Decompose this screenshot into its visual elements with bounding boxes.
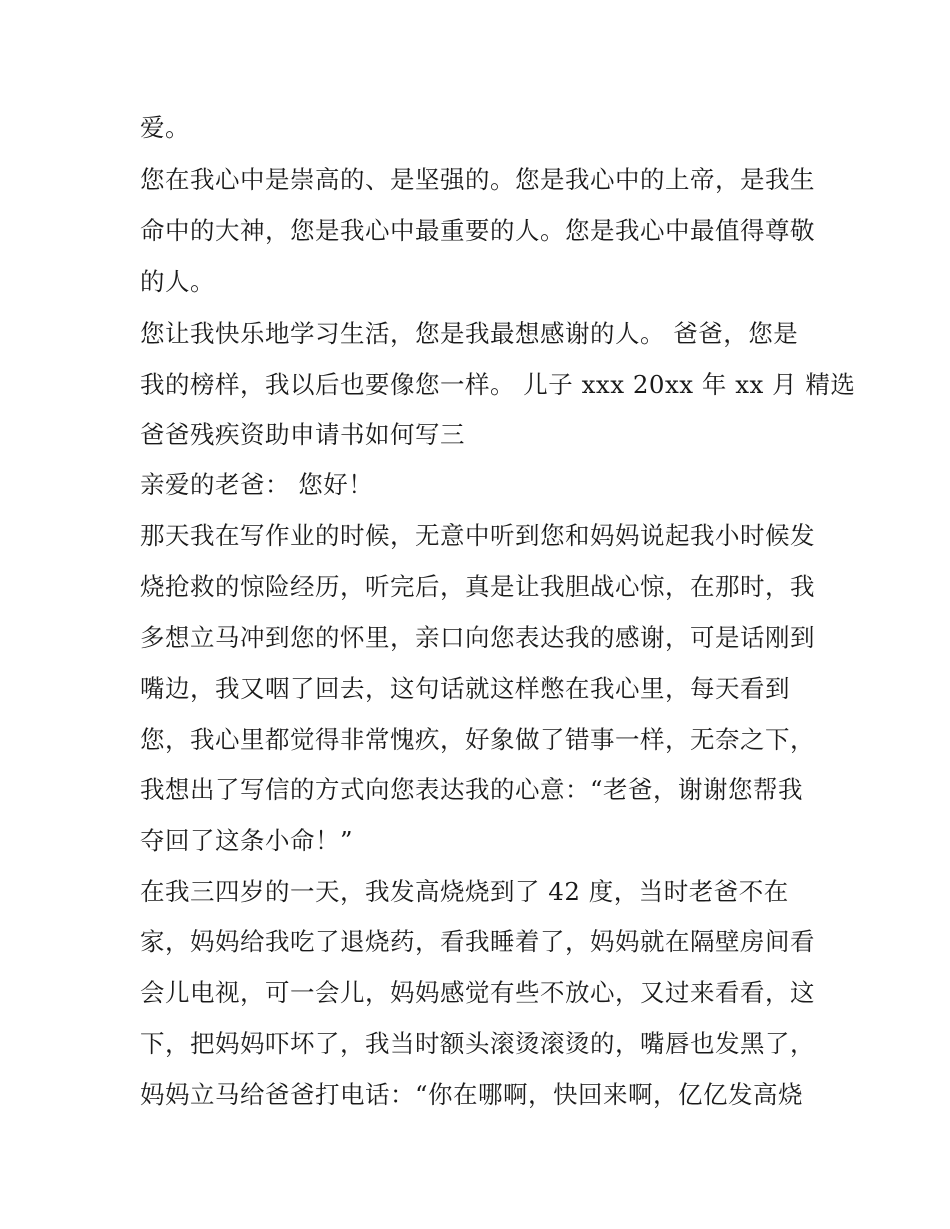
text-line: 多想立马冲到您的怀里，亲口向您表达我的感谢，可是话刚到 bbox=[140, 623, 815, 652]
text-line: 我想出了写信的方式向您表达我的心意：“老爸，谢谢您帮我 bbox=[140, 775, 804, 804]
text-line: 您让我快乐地学习生活，您是我最想感谢的人。 爸爸，您是 bbox=[140, 319, 799, 348]
text-line: 下，把妈妈吓坏了，我当时额头滚烫滚烫的，嘴唇也发黑了， bbox=[140, 1029, 815, 1058]
text-line: 我的榜样，我以后也要像您一样。 儿子 xxx 20xx 年 xx 月 精选 bbox=[140, 370, 856, 399]
text-line: 在我三四岁的一天，我发高烧烧到了 42 度，当时老爸不在 bbox=[140, 877, 789, 906]
text-line: 的人。 bbox=[140, 267, 215, 296]
text-line: 您，我心里都觉得非常愧疚，好象做了错事一样，无奈之下， bbox=[140, 725, 815, 754]
text-line: 那天我在写作业的时候，无意中听到您和妈妈说起我小时候发 bbox=[140, 521, 815, 550]
text-line: 烧抢救的惊险经历，听完后，真是让我胆战心惊，在那时，我 bbox=[140, 572, 815, 601]
text-line: 您在我心中是崇高的、是坚强的。您是我心中的上帝，是我生 bbox=[140, 165, 815, 194]
text-line: 命中的大神，您是我心中最重要的人。您是我心中最值得尊敬 bbox=[140, 216, 815, 245]
text-line: 嘴边，我又咽了回去，这句话就这样憋在我心里，每天看到 bbox=[140, 674, 790, 703]
text-line: 爱。 bbox=[140, 113, 190, 142]
text-line: 家，妈妈给我吃了退烧药，看我睡着了，妈妈就在隔壁房间看 bbox=[140, 927, 815, 956]
text-line: 夺回了这条小命！” bbox=[140, 826, 354, 855]
text-line: 会儿电视，可一会儿，妈妈感觉有些不放心，又过来看看，这 bbox=[140, 978, 815, 1007]
text-line: 妈妈立马给爸爸打电话：“你在哪啊，快回来啊，亿亿发高烧 bbox=[140, 1080, 804, 1109]
text-line: 亲爱的老爸： 您好！ bbox=[140, 470, 374, 499]
text-line: 爸爸残疾资助申请书如何写三 bbox=[140, 420, 465, 449]
